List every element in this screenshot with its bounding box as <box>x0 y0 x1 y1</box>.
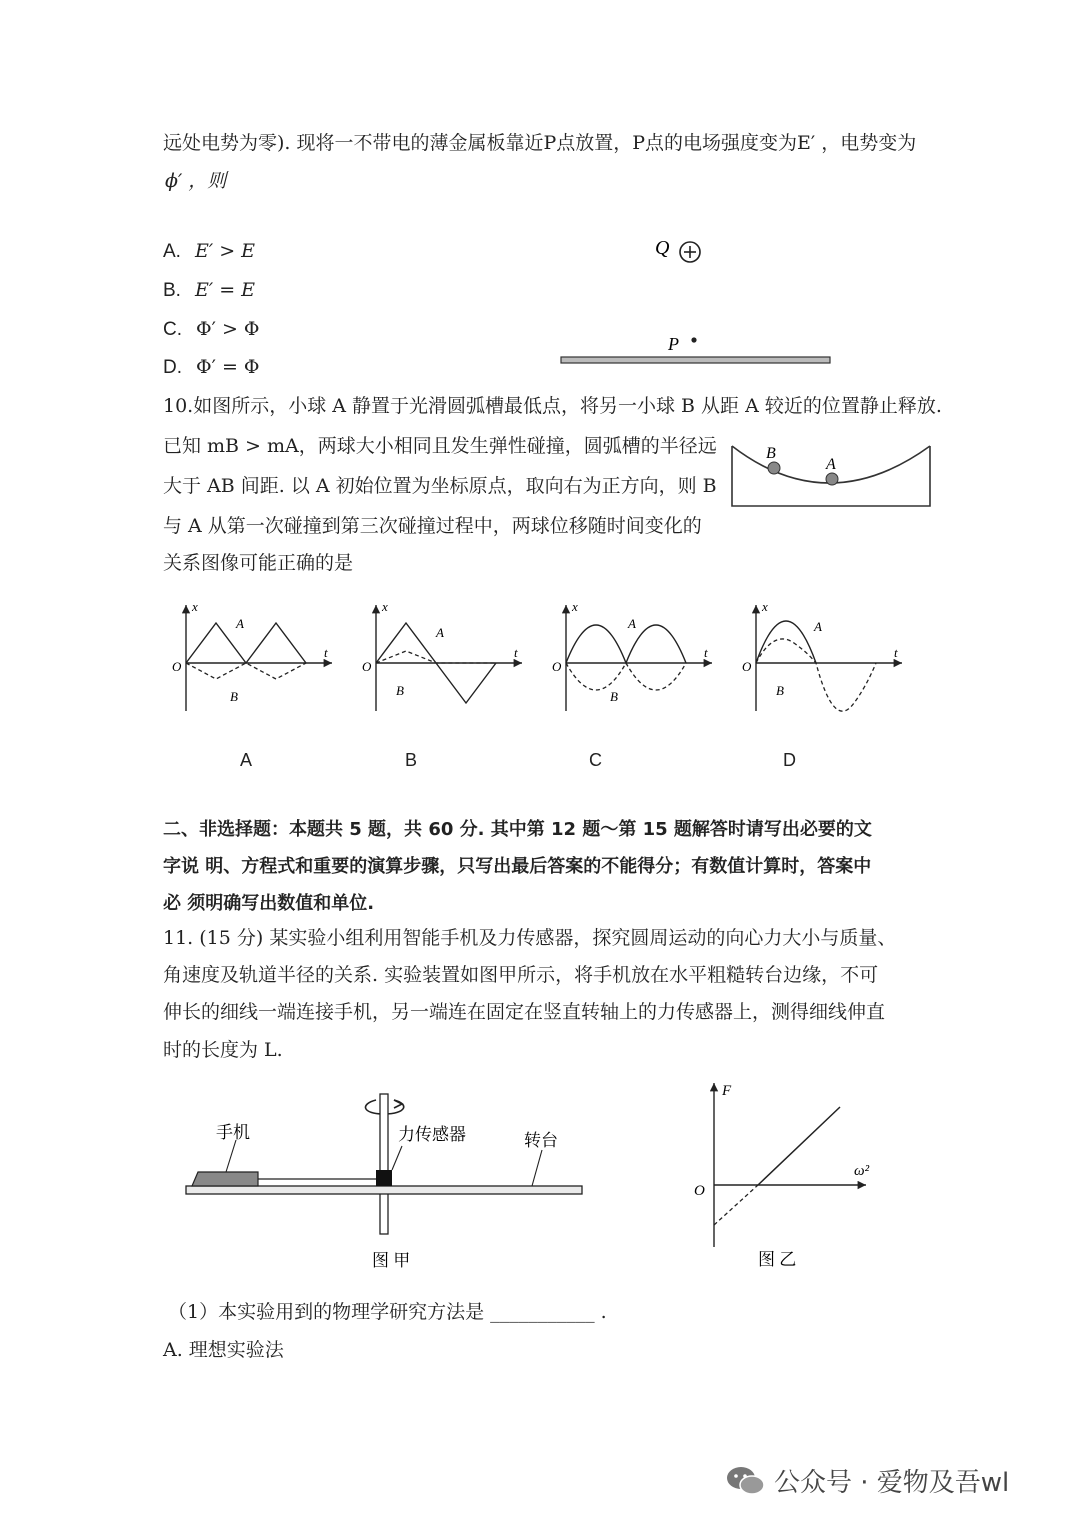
groove-figure <box>728 440 936 512</box>
x-axis-label: x <box>192 599 198 614</box>
graph-c <box>552 599 712 711</box>
force-sensor <box>376 1170 392 1186</box>
q10-line4: 与 A 从第一次碰撞到第三次碰撞过程中，两球位移随时间变化的 <box>163 515 702 537</box>
point-label: P <box>668 334 679 354</box>
curve-b-label: B <box>396 683 404 698</box>
q11-line1: 11. (15 分) 某实验小组利用智能手机及力传感器，探究圆周运动的向心力大小与质量、 <box>163 927 897 949</box>
watermark <box>724 1462 1009 1499</box>
wechat-icon <box>724 1463 768 1499</box>
phone <box>192 1172 258 1186</box>
origin-label: O <box>552 659 562 674</box>
option-letter: C. <box>163 319 182 340</box>
ball-b-label: B <box>766 445 776 462</box>
fig-jia-caption: 图 甲 <box>372 1251 411 1270</box>
t-axis-label: t <box>894 645 898 660</box>
q11-line3: 伸长的细线一端连接手机，另一端连在固定在竖直转轴上的力传感器上，测得细线伸直 <box>163 1001 886 1023</box>
graph-d <box>742 599 902 711</box>
q11-line2: 角速度及轨道半径的关系. 实验装置如图甲所示，将手机放在水平粗糙转台边缘，不可 <box>163 964 879 986</box>
extrapolated-line <box>714 1185 758 1225</box>
x-axis-label: x <box>762 599 768 614</box>
section2-line3: 必 须明确写出数值和单位. <box>163 893 375 914</box>
q10-line2: 已知 mB > mA，两球大小相同且发生弹性碰撞，圆弧槽的半径远 <box>163 435 717 457</box>
q9-option-b <box>163 278 255 303</box>
q9-option-c <box>163 317 260 342</box>
curve-b-label: B <box>230 689 238 704</box>
origin-label: O <box>742 659 752 674</box>
curve-a-label: A <box>628 616 636 631</box>
curve-a-label: A <box>436 625 444 640</box>
fig-jia <box>180 1090 590 1280</box>
q9-line1: 远处电势为零). 现将一不带电的薄金属板靠近P点放置，P点的电场强度变为E′ ，电势变为 <box>163 132 917 154</box>
charge-label: Q <box>655 237 670 259</box>
sensor-label: 力传感器 <box>398 1125 466 1144</box>
positive-charge-icon <box>680 242 700 262</box>
t-axis-label: t <box>324 645 328 660</box>
x-axis-label: x <box>382 599 388 614</box>
q11-option-a: A. 理想实验法 <box>163 1339 284 1361</box>
fig-yi-caption: 图 乙 <box>758 1250 797 1269</box>
q10-line3: 大于 AB 间距. 以 A 初始位置为坐标原点，取向右为正方向，则 B <box>163 475 717 497</box>
q10-line5: 关系图像可能正确的是 <box>163 552 354 574</box>
graph-caption-d: D <box>783 750 796 770</box>
omega-axis-label: ω² <box>854 1163 870 1179</box>
phone-label: 手机 <box>216 1123 250 1142</box>
origin-label: O <box>362 659 372 674</box>
q9-line2: ϕ′ ，则 <box>165 170 227 192</box>
origin-label: O <box>172 659 182 674</box>
graph-caption-c: C <box>589 750 602 770</box>
curve-b-label: B <box>610 689 618 704</box>
q10-graphs <box>160 595 920 720</box>
graph-caption-a: A <box>240 750 253 770</box>
section2-line2: 字说 明、方程式和重要的演算步骤，只写出最后答案的不能得分；有数值计算时，答案中 <box>163 856 872 877</box>
fig-yi <box>680 1075 880 1275</box>
option-letter: B. <box>163 280 181 301</box>
q9-figure <box>555 230 840 370</box>
option-expr: E′ > E <box>195 240 256 262</box>
origin-label: O <box>694 1183 705 1199</box>
point-p-dot <box>691 337 696 342</box>
watermark-text: 公众号 · 爱物及吾wl <box>774 1468 1010 1498</box>
graph-caption-b: B <box>405 750 418 770</box>
fit-line <box>758 1107 840 1185</box>
curve-a-label: A <box>236 616 244 631</box>
q11-line4: 时的长度为 L. <box>163 1039 283 1061</box>
graph-a <box>172 599 332 711</box>
option-expr: Φ′ > Φ <box>196 318 260 340</box>
q9-option-d <box>163 355 260 380</box>
option-letter: A. <box>163 241 181 262</box>
turntable <box>186 1186 582 1194</box>
option-letter: D. <box>163 357 182 378</box>
option-expr: E′ = E <box>195 279 256 301</box>
x-axis-label: x <box>572 599 578 614</box>
q10-line1: 10.如图所示，小球 A 静置于光滑圆弧槽最低点，将另一小球 B 从距 A 较近的位置静止释放. <box>163 395 942 417</box>
ball-a <box>826 473 838 485</box>
table-label: 转台 <box>524 1131 558 1150</box>
graph-b <box>362 599 522 711</box>
rotating-shaft <box>380 1094 388 1234</box>
section2-line1: 二、非选择题：本题共 5 题，共 60 分. 其中第 12 题～第 15 题解答时请写出必要的文 <box>163 819 872 840</box>
ball-a-label: A <box>826 456 836 473</box>
f-axis-label: F <box>722 1083 732 1099</box>
ball-b <box>768 462 780 474</box>
t-axis-label: t <box>704 645 708 660</box>
metal-plate <box>561 357 830 363</box>
q11-sub1: （1）本实验用到的物理学研究方法是 ___________ . <box>168 1301 607 1323</box>
option-expr: Φ′ = Φ <box>196 356 260 378</box>
curve-a-label: A <box>814 619 822 634</box>
curve-b-label: B <box>776 683 784 698</box>
q9-option-a <box>163 239 255 264</box>
t-axis-label: t <box>514 645 518 660</box>
